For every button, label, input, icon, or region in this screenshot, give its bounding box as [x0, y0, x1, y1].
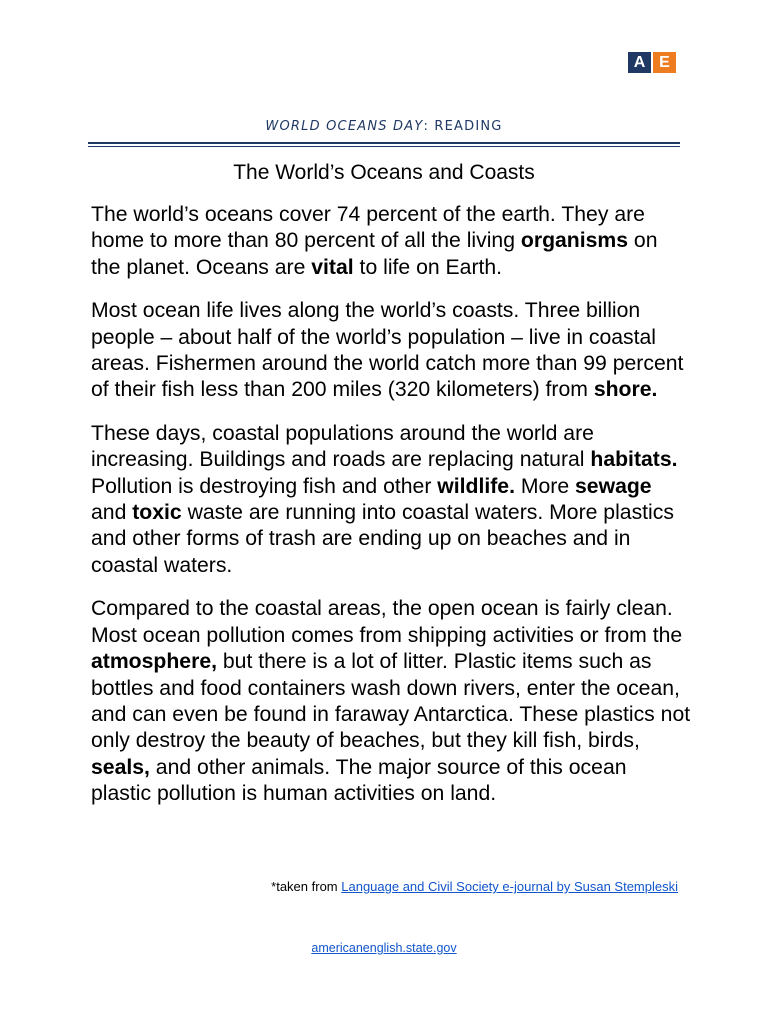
vocab-word: habitats. — [590, 448, 678, 472]
header-event: WORLD OCEANS DAY — [265, 119, 424, 134]
document-header — [0, 119, 768, 134]
text-run: Most ocean life lives along the world’s coasts. Three billion people – about half of the world’s population – live in coastal areas. Fishermen around the world catch more than 99 percent of their fish less than 200 miles (320 kilometers) from — [91, 299, 684, 402]
paragraph-3 — [91, 421, 691, 579]
text-run: and other animals. The major source of this ocean plastic pollution is human activities on land. — [91, 755, 627, 806]
paragraph-2 — [91, 298, 691, 404]
logo-letter-a: A — [628, 52, 651, 73]
text-run: and — [91, 501, 133, 525]
text-run: to life on Earth. — [353, 255, 503, 279]
page-footer — [0, 941, 768, 955]
paragraph-4 — [91, 596, 691, 807]
text-run: Pollution is destroying fish and other — [91, 474, 438, 498]
vocab-word: atmosphere, — [91, 650, 217, 674]
text-run: The world’s oceans cover 74 percent of the earth. They are home to more than 80 percent of all the living — [91, 203, 645, 253]
paragraph-1 — [91, 202, 691, 281]
vocab-word: organisms — [520, 229, 629, 253]
text-run: These days, coastal populations around the world are increasing. Buildings and roads are replacing natural — [91, 421, 594, 472]
header-section: : READING — [423, 119, 503, 134]
reading-body — [91, 202, 691, 825]
source-link[interactable]: Language and Civil Society e-journal by Susan Stempleski — [341, 879, 678, 894]
text-run: Compared to the coastal areas, the open ocean is fairly clean. Most ocean pollution comes from shipping activities or from the — [91, 597, 683, 647]
vocab-word: toxic — [132, 501, 182, 525]
vocab-word: wildlife. — [437, 474, 515, 498]
vocab-word: sewage — [575, 474, 652, 498]
vocab-word: shore. — [593, 378, 658, 402]
ae-logo — [628, 52, 676, 73]
text-run: on the planet. Oceans are — [91, 229, 658, 279]
text-run: waste are running into coastal waters. More plastics and other forms of trash are ending up on beaches and in coastal waters. — [91, 501, 674, 577]
header-rule-thin — [88, 146, 680, 147]
page-title: The World’s Oceans and Coasts — [233, 161, 535, 184]
vocab-word: seals, — [91, 755, 150, 779]
source-prefix: *taken from — [271, 879, 342, 894]
text-run: but there is a lot of litter. Plastic items such as bottles and food containers wash down rivers, enter the ocean, and can even be found in faraway Antarctica. These plastics not only destroy the beauty of beaches, but they kill fish, birds, — [91, 650, 691, 753]
source-citation — [271, 879, 678, 894]
text-run: More — [514, 474, 576, 498]
logo-letter-e: E — [653, 52, 676, 73]
header-rule-thick — [88, 142, 680, 144]
vocab-word: vital — [311, 255, 354, 279]
footer-link[interactable]: americanenglish.state.gov — [311, 941, 457, 955]
